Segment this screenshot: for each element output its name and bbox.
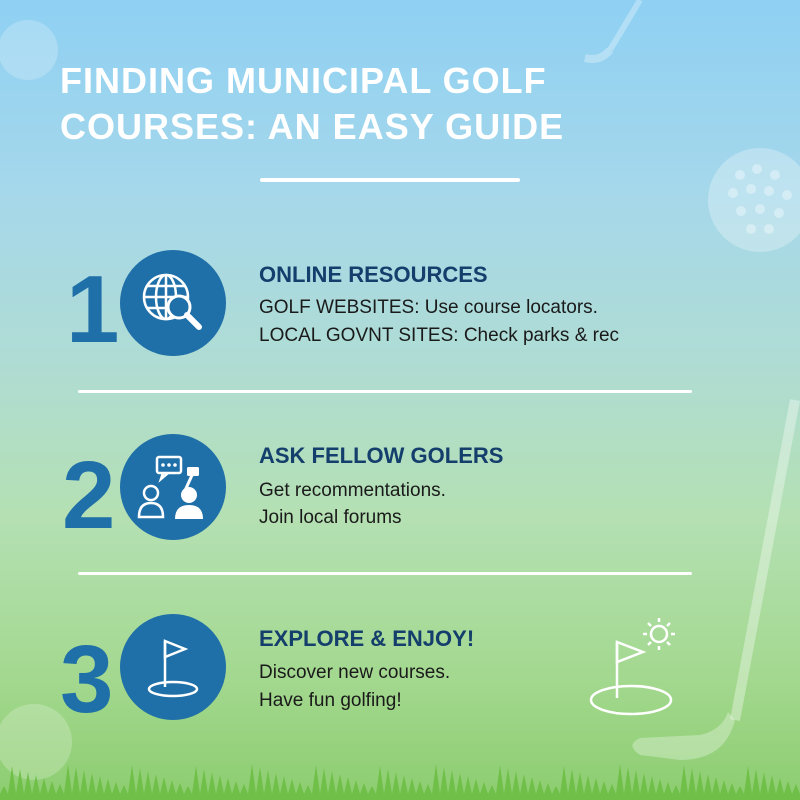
golf-ball-icon — [0, 15, 60, 85]
step-3-line-1: Discover new courses. — [259, 662, 451, 683]
golf-ball-icon — [705, 145, 800, 255]
grass — [0, 755, 800, 800]
step-3-heading: EXPLORE & ENJOY! — [259, 626, 475, 651]
title-underline — [260, 178, 520, 182]
golf-flag-icon — [133, 627, 213, 707]
flag-sun-icon — [585, 612, 685, 722]
step-2-number: 2 — [62, 442, 116, 549]
step-1-line-2: LOCAL GOVNT SITES: Check parks & rec — [259, 325, 620, 346]
step-2-line-1: Get recommentations. — [259, 480, 446, 501]
people-chat-icon — [131, 447, 215, 527]
divider — [78, 390, 692, 393]
step-1-icon-circle — [120, 250, 226, 356]
globe-search-icon — [133, 263, 213, 343]
step-2-heading: ASK FELLOW GOLERS — [259, 443, 504, 468]
step-3-number: 3 — [60, 626, 114, 733]
step-2-icon-circle — [120, 434, 226, 540]
page-title — [60, 58, 720, 150]
step-3-line-2: Have fun golfing! — [259, 690, 402, 711]
step-1-heading: ONLINE RESOURCES — [259, 262, 488, 287]
divider — [78, 572, 692, 575]
title-line-2: COURSES: AN EASY GUIDE — [60, 106, 565, 148]
title-line-1: FINDING MUNICIPAL GOLF — [60, 60, 547, 101]
step-1-line-1: GOLF WEBSITES: Use course locators. — [259, 297, 598, 318]
step-1-number: 1 — [66, 256, 120, 363]
step-2-line-2: Join local forums — [259, 507, 402, 528]
step-3-icon-circle — [120, 614, 226, 720]
